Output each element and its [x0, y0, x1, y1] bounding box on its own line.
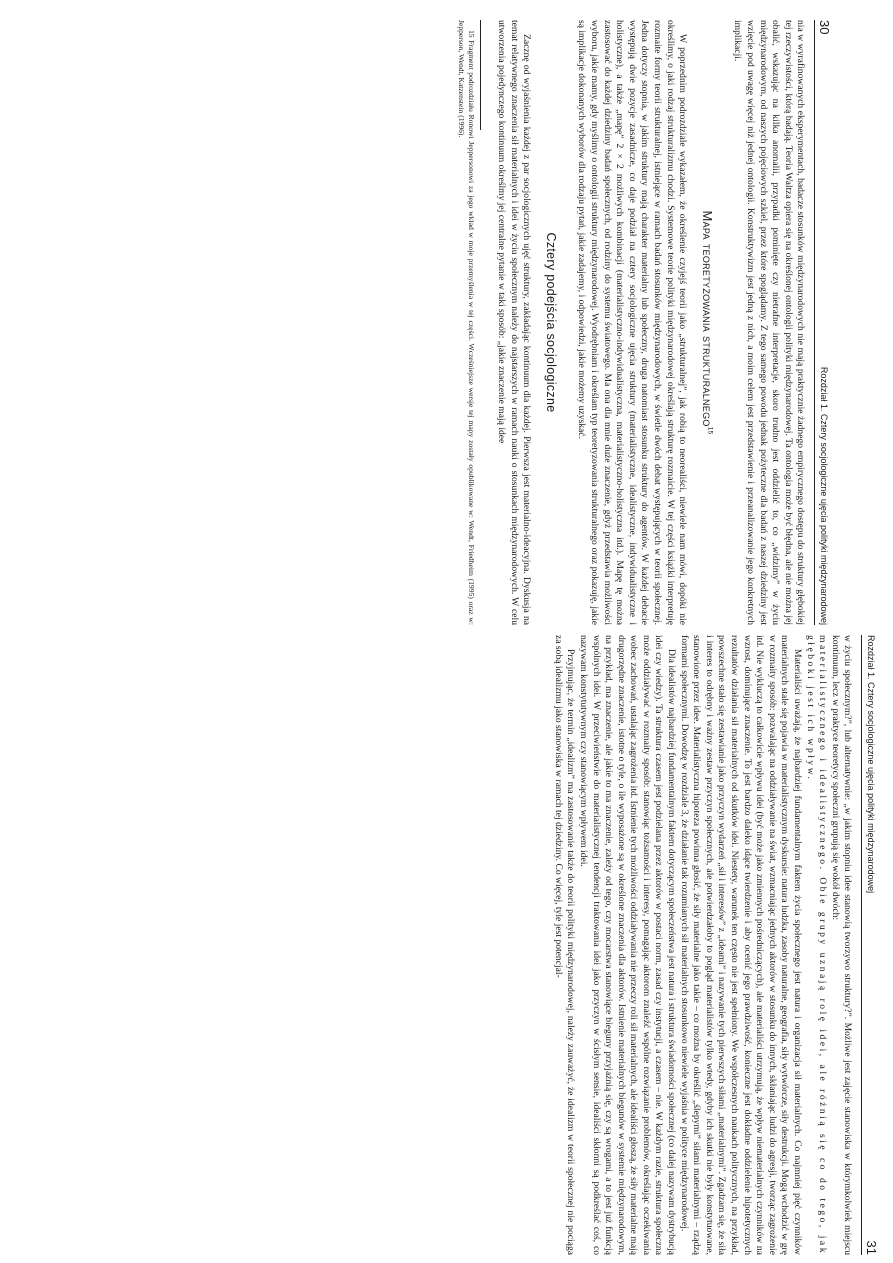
- paragraph: Zacznę od wyjaśnienia każdej z par socjologicznych ujęć struktury, zakładając kontinuum dla każdej. Pierwsza jest materialno-ideacyjna. Dyskusja na temat relatywnego znaczenia sił materialnych i idei w życiu społecznym należy do najstarszych w ramach nauki o stosunkach międzynarodowych. W celu utworzenia pojedynczego kontinuum określmy jej centralne pytanie w taki sposób: „jakie znaczenie mają idee: [496, 20, 533, 625]
- paragraph: W poprzednim podrozdziale wykazałem, że określenie czyjejś teorii jako „strukturalnej”, jak robią to neorealiści, niewiele nam mówi, dopóki nie określimy, o jaki rodzaj strukturalizmu chodzi. Systemowe teorie polityki międzynarodowej określają strukturę rozmaicie. W tej części książki interpretuję rozmaite formy teorii strukturalnej, istniejące w ramach badań stosunków międzynarodowych, w świetle dwóch debat występujących w teorii społecznej. Jedna dotyczy stopnia, w jakim struktury mają charakter materialny lub społeczny, druga natomiast stosunku struktury do agentów. W każdej debacie występują dwie pozycje zasadnicze, co daje podział na cztery socjologiczne ujęcia struktury (materialistyczne, idealistyczne, indywidualistyczne i holistyczne), a także „mapę” 2 × 2 możliwych kombinacji (materialistyczno-indywidualistyczna, materialistyczno-holistyczna itd.). Mapę tę można zastosować do każdej dziedziny badań społecznych, od rodziny do systemu światowego. Ma ona dla mnie duże znaczenie, gdyż przedstawia możliwości wyboru, jakie mamy, gdy myślimy o ontologii struktury międzynarodowej. Wyodrębniam i określam typ teoretyzowania strukturalnego oraz pokazuję, jakie są implikacje dokonanych wyborów dla rodzaju pytań, jakie zadajemy, i odpowiedzi, jakie możemy uzyskać.: [576, 20, 689, 625]
- running-head: [814, 20, 830, 625]
- page-30: [50, 20, 830, 625]
- paragraph: w życiu społecznym?”, lub alternatywnie: „w jakim stopniu idee stanowią tworzywo struktury?”. Możliwe jest zajęcie stanowiska w którymkolwiek miejscu kontinuum, lecz w praktyce teoretycy społeczni grupują się wokół dwóch:: [829, 635, 854, 1255]
- paragraph: Dla idealistów najbardziej fundamentalnym faktem dotyczącym społeczeństwa jest natura i struktura świadomości społecznej (co dalej nazywam dystrybucją idei czy wiedzy). Ta struktura czasem jest podzielana przez aktorów w postaci norm, zasad czy instytucji, a czasem – nie. W każdym razie, struktura społeczna może oddziaływać w rozmaity sposób: stanowiąc tożsamości i interesy, pomagając aktorom znaleźć wspólne rozwiązanie problemów, określając oczekiwania wobec zachowań, ustalając zagrożenia itd. Istnienie tych możliwości oddziaływania nie przeczy roli sił materialnych, ale idealiści głoszą, że siły materialne mają drugorzędne znaczenie, istotne o tyle, o ile wyposażone są w określone znaczenia dla aktorów. Istnienie materialnych biegunów w systemie międzynarodowym, na przykład, ma znaczenie, ale jakie to ma znaczenie, zależy od tego, czy mocarstwa stanowiące bieguny przyjaźnią się, czy są wrogami, a to jest już funkcją wspólnych idei. W przeciwieństwie do materialistycznej tendencji traktowania idei jako przyczyn w ścisłym sensie, idealiści skłonni są podkreślać coś, co nazywam konstytutywnym czy stanowiącym wpływem idei.: [577, 635, 678, 1255]
- running-head: [861, 635, 877, 1255]
- footnote: 15 Fragment podrozdziału Ronowi Jeppersonowi za jego wkład w moje przemyślenia w tej części. Wcześniejsze wersje tej mapy zostały opublikowane w: Wendt, Friedheim (1995) oraz w: Jepperson, Wendt, Katzenstein (1996).: [456, 20, 476, 625]
- running-head-title: Rozdział 1. Cztery socjologiczne ujęcia polityki międzynarodowej: [819, 366, 829, 625]
- page-number: 31: [864, 1240, 879, 1255]
- paragraph: materialistycznego i idealistycznego. Obie grupy uznają rolę idei, ale różnią się co do tego, jak głęboki jest ich wpływ.: [804, 635, 829, 1255]
- running-head-title: Rozdział 1. Cztery socjologiczne ujęcia polityki międzynarodowej: [866, 635, 876, 894]
- paragraph: Przyjmując, że termin „idealizm” ma zastosowanie także do teorii polityki międzynarodowej, należy zauważyć, że idealizm w teorii społecznej nie pociąga za sobą idealizmu jako stanowiska w ramach tej dziedziny. Co więcej, tyle jest potencjal-: [552, 635, 577, 1255]
- paragraph: nia w wyrafinowanych eksperymentach, badacze stosunków międzynarodowych nie mają praktycznie żadnego empirycznego dostępu do struktury głębokiej tej rzeczywistości, którą badają. Teoria Waltza opiera się na określonej ontologii polityki międzynarodowej. Ta ontologia może być błędna, ale nie można jej obalić, wskazując na kilka anomalii, przypadki pominięte czy nietrafne interpretacje, skoro trudno jest oddzielić to, co „widzimy” w życiu międzynarodowym, od naszych pojęciowych szkiel, przez które spoglądamy. Z tego samego powodu jednak pożyteczne dla badań z naszej dziedziny jest wzięcie pod uwagę więcej niż jednej ontologii. Konstruktywizm jest jedną z nich, a moim celem jest przedstawienie i przeanalizowanie jego konkretnych implikacji.: [732, 20, 807, 625]
- section-title-mapa: [700, 20, 713, 625]
- footnote-divider: [480, 20, 481, 130]
- page-number: 30: [817, 20, 832, 35]
- page-31: [67, 635, 877, 1255]
- section-title-text: Mapa teoretyzowania strukturalnego: [699, 210, 715, 427]
- paragraph: Materialiści uważają, że najbardziej fundamentalnym faktem życia społecznego jest natura i organizacja sił materialnych. Co najmniej pięć czynników materialnych stale się pojawia w materialistycznym dyskursie: natura ludzka, zasoby naturalne, geografia, siły wytwórcze, siły destrukcji. Mogą wchodzić w grę w rozmaity sposób: pozwalając na oddziaływanie na świat, wzmacniając jednych aktorów w stosunku do innych, skłaniając ludzi do agresji, tworząc zagrożenie itd. Nie wykluczą to całkowicie wpływu idei (być może jako zmiennych pośredniczących), ale materialiści utrzymują, że wpływ niematerialnych czynników na wzrost, dominujące znaczenie. To jest bardzo daleko idące twierdzenie i aby ocenić jego prawdziwość, konieczne jest dokładne oddzielenie hipotetycznych rezultatów działania sił materialnych od skutków idei. Niestety, warunek ten często nie jest spełniony. We współczesnych naukach politycznych, na przykład, powszechne stało się zestawianie jako przyczyn wydarzeń „sił i interesów” z „ideami” i nazywanie tych pierwszych siłami „materialnymi”. Zgadzam się, że siła i interes to odrębny i ważny zestaw przyczyn społecznych, ale potwierdzałoby to pogląd materialistów tylko wtedy, gdyby ich skutki nie były konstytuowane, stanowione przez idee. Materialistyczna hipoteza powinna głosić, że siły materialne jako takie – co można by określić „ślepymi” siłami materialnymi – rządzą formami społecznymi. Dowodzę w rozdziale 3, że działanie tak rozumianych sił materialnych stosunkowo niewiele wyjaśnia w polityce międzynarodowej.: [678, 635, 804, 1255]
- section-title-cztery: Cztery podejścia socjologiczne: [543, 232, 558, 413]
- footnote-marker: 15: [706, 426, 714, 435]
